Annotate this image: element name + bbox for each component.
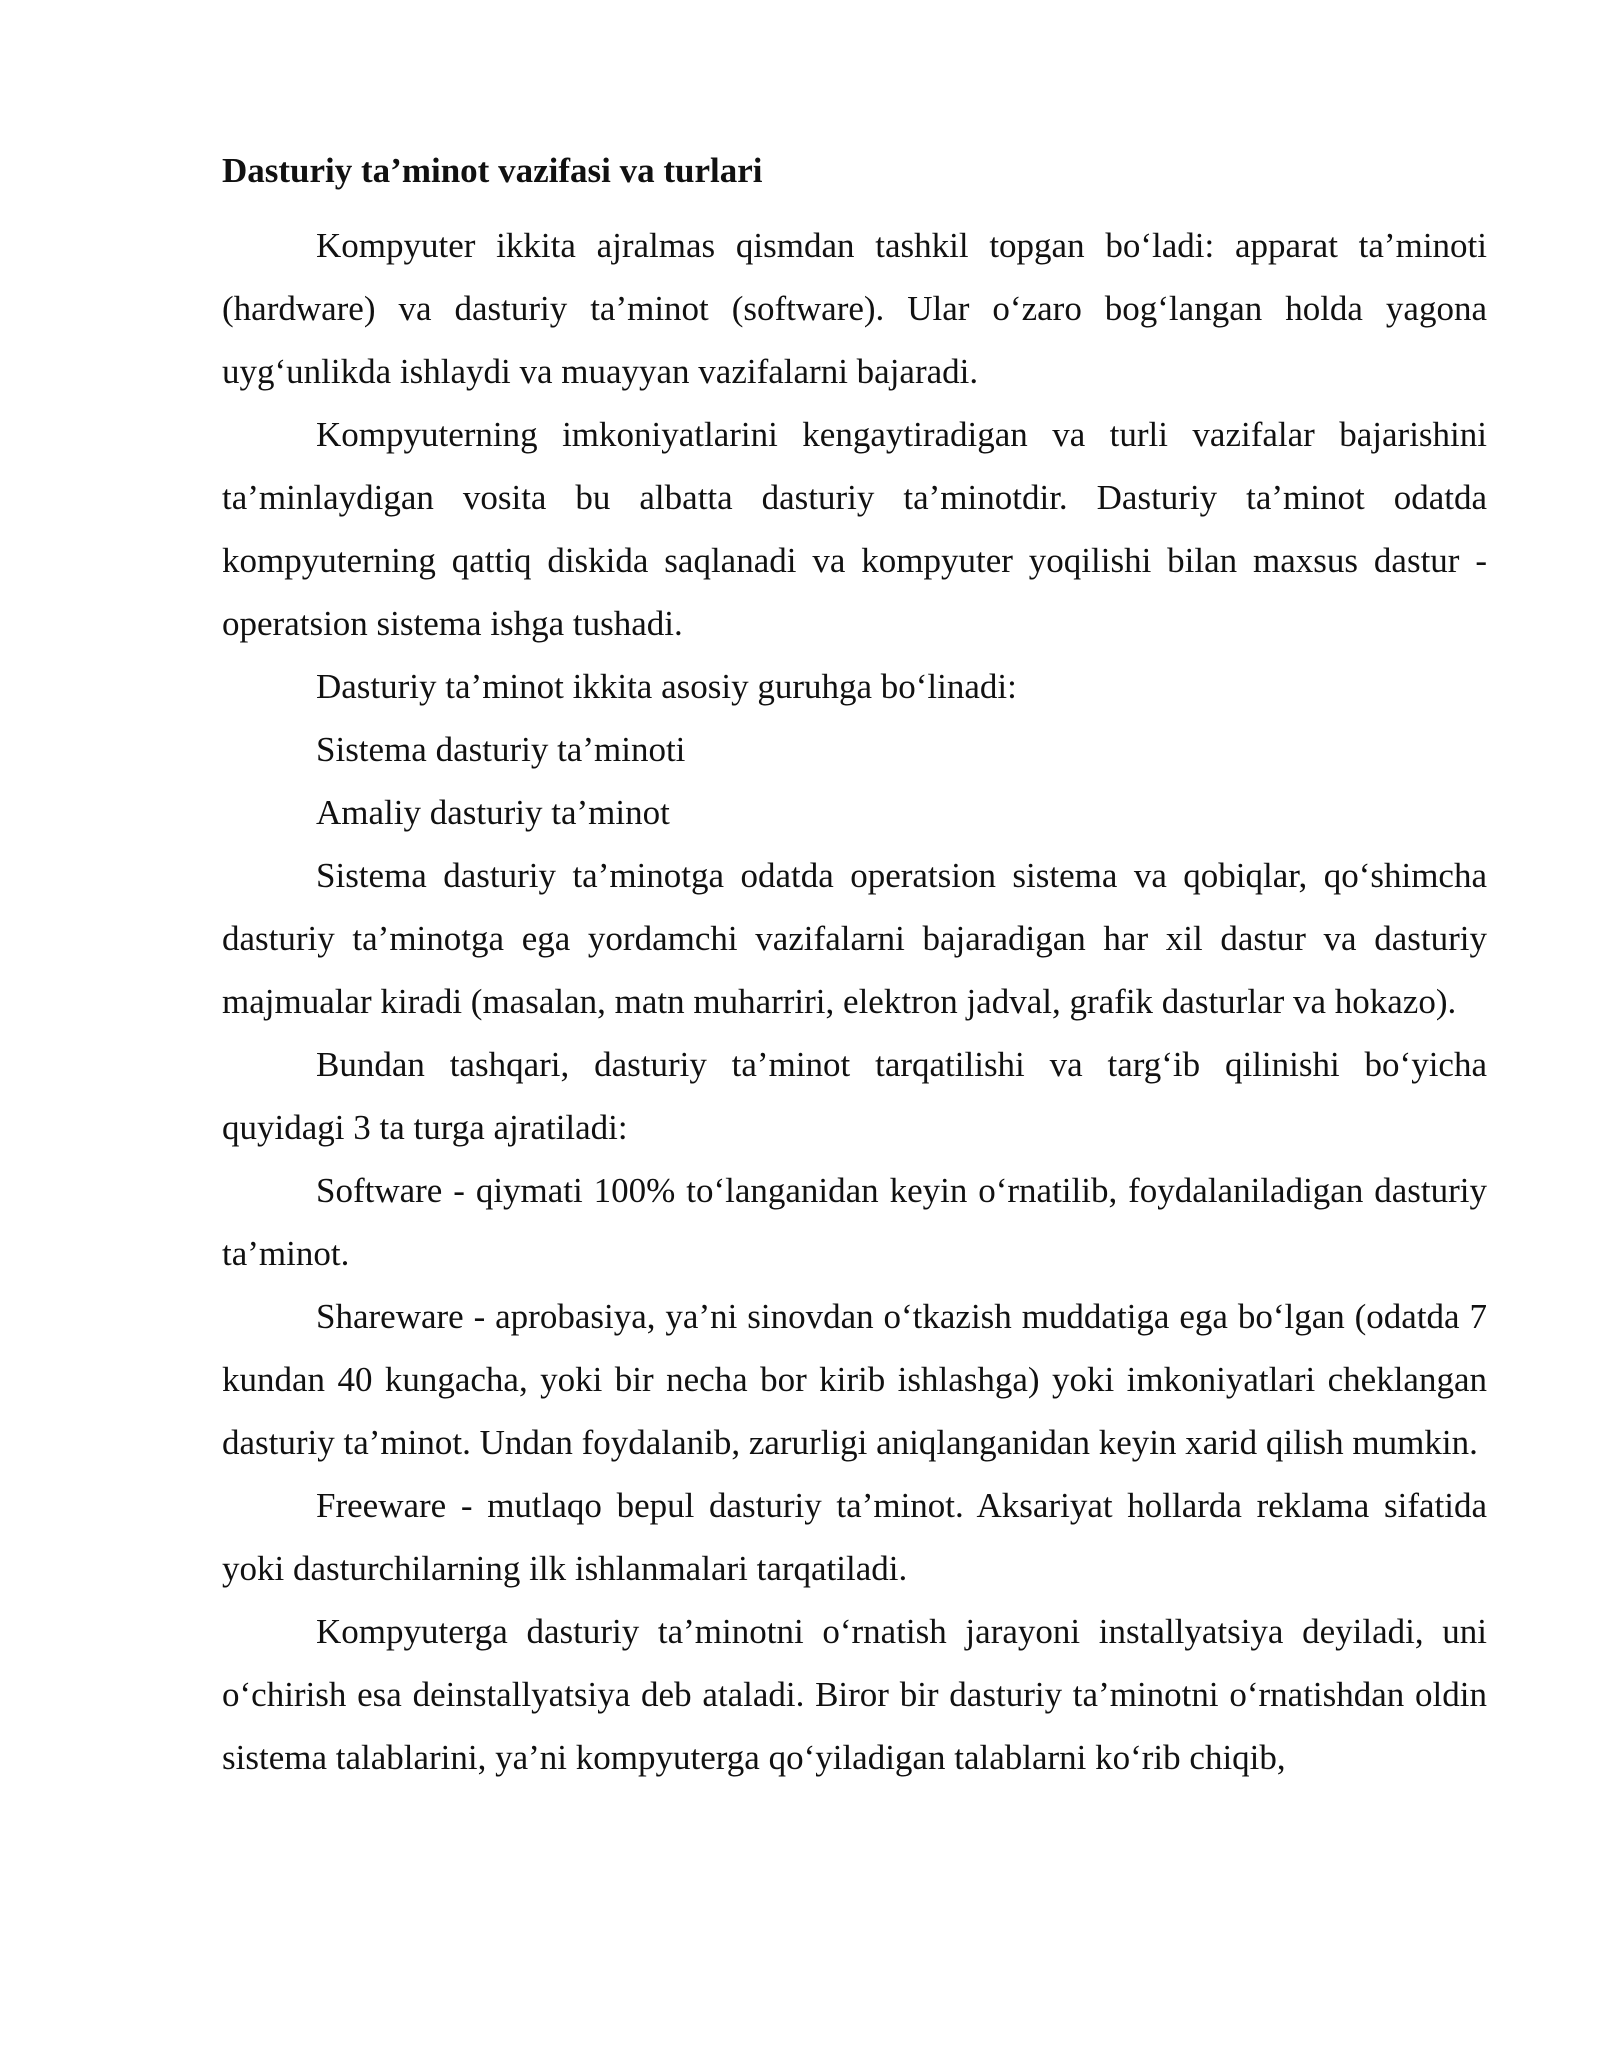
paragraph-distribution-types: Bundan tashqari, dasturiy ta’minot tarqatilishi va targ‘ib qilinishi bo‘yicha quyidagi 3 ta turga ajratiladi: [222,1045,1487,1147]
document-title: Dasturiy ta’minot vazifasi va turlari [222,151,763,190]
paragraph-system-software: Sistema dasturiy ta’minotga odatda operatsion sistema va qobiqlar, qo‘shimcha dasturiy ta’minotga ega yordamchi vazifalarni bajaradigan har xil dastur va dasturiy majmualar kiradi (masalan, matn muharriri, elektron jadval, grafik dasturlar va hokazo). [222,856,1487,1021]
paragraph-installation: Kompyuterga dasturiy ta’minotni o‘rnatish jarayoni installyatsiya deyiladi, uni o‘chirish esa deinstallyatsiya deb ataladi. Biror bir dasturiy ta’minotni o‘rnatishdan oldin sistema talablarini, ya’ni kompyuterga qo‘yiladigan talablarni ko‘rib chiqib, [222,1612,1487,1777]
group-item-system: Sistema dasturiy ta’minoti [316,730,686,769]
paragraph-software-role: Kompyuterning imkoniyatlarini kengaytiradigan va turli vazifalar bajarishini ta’minlaydigan vosita bu albatta dasturiy ta’minotdir. Dasturiy ta’minot odatda kompyuterning qattiq diskida saqlanadi va kompyuter yoqilishi bilan maxsus dastur - operatsion sistema ishga tushadi. [222,415,1487,643]
paragraph-freeware-type: Freeware - mutlaqo bepul dasturiy ta’minot. Aksariyat hollarda reklama sifatida yoki dasturchilarning ilk ishlanmalari tarqatiladi. [222,1486,1487,1588]
group-item-applied: Amaliy dasturiy ta’minot [316,793,670,832]
paragraph-shareware-type: Shareware - aprobasiya, ya’ni sinovdan o‘tkazish muddatiga ega bo‘lgan (odatda 7 kundan 40 kungacha, yoki bir necha bor kirib ishlashga) yoki imkoniyatlari cheklangan dasturiy ta’minot. Undan foydalanib, zarurligi aniqlanganidan keyin xarid qilish mumkin. [222,1297,1487,1462]
paragraph-intro: Kompyuter ikkita ajralmas qismdan tashkil topgan bo‘ladi: apparat ta’minoti (hardware) va dasturiy ta’minot (software). Ular o‘zaro bog‘langan holda yagona uyg‘unlikda ishlaydi va muayyan vazifalarni bajaradi. [222,226,1487,391]
paragraph-software-type: Software - qiymati 100% to‘langanidan keyin o‘rnatilib, foydalaniladigan dasturiy ta’minot. [222,1171,1487,1273]
paragraph-groups-intro: Dasturiy ta’minot ikkita asosiy guruhga bo‘linadi: [316,667,1017,706]
document-body [222,142,1487,1789]
